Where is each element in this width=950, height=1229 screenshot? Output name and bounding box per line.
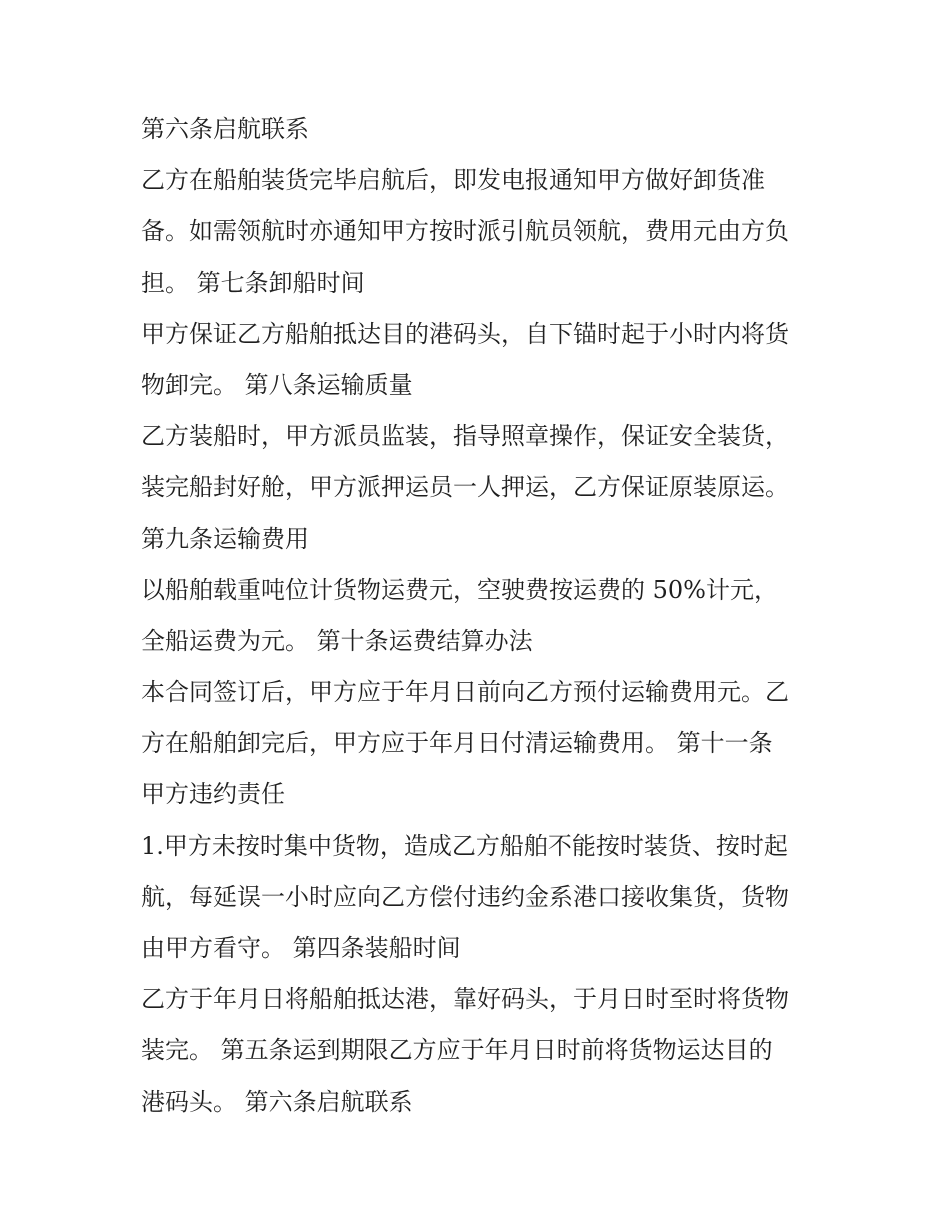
text-line: 第九条运输费用 [141,524,309,553]
text-line: 甲方违约责任 [141,780,285,809]
text-line: 乙方装船时，甲方派员监装，指导照章操作，保证安全装货， [141,422,789,451]
text-line: 装完船封好舱，甲方派押运员一人押运，乙方保证原装原运。 [141,473,789,502]
text-line: 装完。 第五条运到期限乙方应于年月日时前将货物运达目的 [141,1036,773,1065]
text-line: 航，每延误一小时应向乙方偿付违约金系港口接收集货，货物 [141,882,789,911]
text-line: 本合同签订后，甲方应于年月日前向乙方预付运输费用元。乙 [141,678,789,707]
text-line: 方在船舶卸完后，甲方应于年月日付清运输费用。 第十一条 [141,729,773,758]
text-line: 1.甲方未按时集中货物，造成乙方船舶不能按时装货、按时起 [141,831,788,860]
text-line: 第六条启航联系 [141,115,309,143]
text-line: 担。 第七条卸船时间 [141,268,365,297]
text-line: 以船舶载重吨位计货物运费元，空驶费按运费的 50%计元， [141,575,778,604]
text-line: 全船运费为元。 第十条运费结算办法 [141,626,533,655]
text-line: 由甲方看守。 第四条装船时间 [141,934,461,962]
document-body [141,104,821,1128]
text-line: 乙方于年月日将船舶抵达港，靠好码头，于月日时至时将货物 [141,985,789,1014]
text-line: 物卸完。 第八条运输质量 [141,370,413,399]
text-line: 备。如需领航时亦通知甲方按时派引航员领航，费用元由方负 [141,217,789,246]
text-line: 甲方保证乙方船舶抵达目的港码头，自下锚时起于小时内将货 [141,319,789,348]
text-line: 港码头。 第六条启航联系 [141,1087,413,1116]
text-line: 乙方在船舶装货完毕启航后，即发电报通知甲方做好卸货准 [141,166,765,195]
